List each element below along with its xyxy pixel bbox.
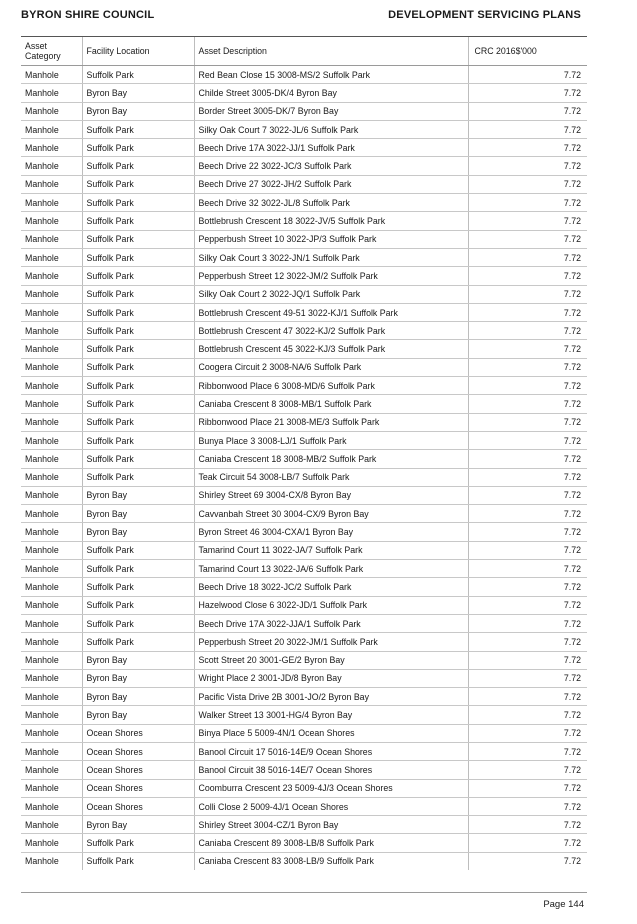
- cell-crc-value: 7.72: [468, 230, 587, 248]
- table-row: [21, 248, 587, 266]
- table-row: [21, 66, 587, 84]
- cell-facility-location: Suffolk Park: [82, 285, 194, 303]
- table-row: [21, 688, 587, 706]
- cell-asset-description: Beech Drive 32 3022-JL/8 Suffolk Park: [194, 194, 468, 212]
- footer-divider: [21, 892, 587, 893]
- cell-facility-location: Byron Bay: [82, 523, 194, 541]
- cell-asset-category: Manhole: [21, 742, 82, 760]
- cell-facility-location: Suffolk Park: [82, 560, 194, 578]
- table-row: [21, 340, 587, 358]
- cell-facility-location: Suffolk Park: [82, 267, 194, 285]
- cell-facility-location: Ocean Shores: [82, 724, 194, 742]
- cell-asset-category: Manhole: [21, 633, 82, 651]
- column-header-crc: CRC 2016$'000: [468, 37, 587, 66]
- cell-asset-category: Manhole: [21, 340, 82, 358]
- cell-asset-description: Pepperbush Street 10 3022-JP/3 Suffolk Park: [194, 230, 468, 248]
- cell-crc-value: 7.72: [468, 303, 587, 321]
- table-row: [21, 194, 587, 212]
- table-row: [21, 706, 587, 724]
- cell-facility-location: Ocean Shores: [82, 742, 194, 760]
- table-row: [21, 797, 587, 815]
- cell-asset-category: Manhole: [21, 761, 82, 779]
- cell-asset-category: Manhole: [21, 505, 82, 523]
- cell-asset-category: Manhole: [21, 651, 82, 669]
- table-row: [21, 102, 587, 120]
- cell-crc-value: 7.72: [468, 761, 587, 779]
- table-row: [21, 322, 587, 340]
- cell-facility-location: Ocean Shores: [82, 779, 194, 797]
- cell-facility-location: Suffolk Park: [82, 248, 194, 266]
- cell-asset-category: Manhole: [21, 267, 82, 285]
- cell-crc-value: 7.72: [468, 724, 587, 742]
- cell-asset-description: Border Street 3005-DK/7 Byron Bay: [194, 102, 468, 120]
- table-row: [21, 212, 587, 230]
- cell-facility-location: Suffolk Park: [82, 431, 194, 449]
- cell-facility-location: Suffolk Park: [82, 303, 194, 321]
- cell-asset-category: Manhole: [21, 816, 82, 834]
- cell-asset-category: Manhole: [21, 669, 82, 687]
- cell-crc-value: 7.72: [468, 322, 587, 340]
- table-row: [21, 358, 587, 376]
- table-row: [21, 596, 587, 614]
- cell-crc-value: 7.72: [468, 413, 587, 431]
- cell-asset-category: Manhole: [21, 614, 82, 632]
- cell-facility-location: Suffolk Park: [82, 614, 194, 632]
- cell-asset-description: Bunya Place 3 3008-LJ/1 Suffolk Park: [194, 431, 468, 449]
- cell-facility-location: Suffolk Park: [82, 377, 194, 395]
- table-row: [21, 468, 587, 486]
- cell-facility-location: Byron Bay: [82, 505, 194, 523]
- table-row: [21, 578, 587, 596]
- cell-asset-category: Manhole: [21, 175, 82, 193]
- cell-asset-category: Manhole: [21, 285, 82, 303]
- cell-crc-value: 7.72: [468, 688, 587, 706]
- cell-asset-description: Coomburra Crescent 23 5009-4J/3 Ocean Shores: [194, 779, 468, 797]
- cell-facility-location: Ocean Shores: [82, 797, 194, 815]
- cell-facility-location: Byron Bay: [82, 669, 194, 687]
- cell-asset-description: Beech Drive 18 3022-JC/2 Suffolk Park: [194, 578, 468, 596]
- cell-asset-category: Manhole: [21, 413, 82, 431]
- cell-facility-location: Byron Bay: [82, 84, 194, 102]
- document-title: DEVELOPMENT SERVICING PLANS: [388, 9, 581, 21]
- table-row: [21, 230, 587, 248]
- cell-facility-location: Suffolk Park: [82, 340, 194, 358]
- table-row: [21, 816, 587, 834]
- cell-asset-category: Manhole: [25, 856, 59, 867]
- cell-asset-category: Manhole: [21, 724, 82, 742]
- cell-asset-description: Beech Drive 17A 3022-JJ/1 Suffolk Park: [194, 139, 468, 157]
- cell-crc-value: 7.72: [468, 175, 587, 193]
- cell-crc-value: 7.72: [468, 340, 587, 358]
- cell-asset-description: Scott Street 20 3001-GE/2 Byron Bay: [194, 651, 468, 669]
- cell-crc-value: 7.72: [468, 596, 587, 614]
- cell-asset-description: Banool Circuit 38 5016-14E/7 Ocean Shores: [194, 761, 468, 779]
- table-row: [21, 541, 587, 559]
- cell-asset-description: Cavvanbah Street 30 3004-CX/9 Byron Bay: [194, 505, 468, 523]
- cell-facility-location: Suffolk Park: [82, 413, 194, 431]
- cell-crc-value: 7.72: [468, 431, 587, 449]
- table-row: [21, 761, 587, 779]
- table-row: [21, 267, 587, 285]
- cell-crc-value: 7.72: [468, 267, 587, 285]
- cell-asset-category: Manhole: [21, 468, 82, 486]
- cell-asset-description: Binya Place 5 5009-4N/1 Ocean Shores: [194, 724, 468, 742]
- table-row: [21, 175, 587, 193]
- table-row: [21, 120, 587, 138]
- organization-title: BYRON SHIRE COUNCIL: [21, 9, 155, 21]
- cell-asset-description: Silky Oak Court 3 3022-JN/1 Suffolk Park: [194, 248, 468, 266]
- cell-crc-value: 7.72: [468, 285, 587, 303]
- table-row: [21, 431, 587, 449]
- cell-facility-location: Suffolk Park: [82, 175, 194, 193]
- cell-crc-value: 7.72: [468, 706, 587, 724]
- cell-crc-value: 7.72: [468, 779, 587, 797]
- cell-asset-category: Manhole: [21, 303, 82, 321]
- cell-asset-category: Manhole: [21, 578, 82, 596]
- cell-asset-category: Manhole: [21, 560, 82, 578]
- cell-crc-value: 7.72: [468, 852, 587, 870]
- cell-asset-description: Red Bean Close 15 3008-MS/2 Suffolk Park: [194, 66, 468, 84]
- cell-crc-value: 7.72: [468, 139, 587, 157]
- table-row: [21, 742, 587, 760]
- cell-crc-value: 7.72: [468, 651, 587, 669]
- cell-asset-category: Manhole: [21, 84, 82, 102]
- table-row: [21, 84, 587, 102]
- table-row: [21, 779, 587, 797]
- cell-asset-category: Manhole: [21, 395, 82, 413]
- cell-crc-value: 7.72: [468, 523, 587, 541]
- cell-facility-location: Byron Bay: [82, 486, 194, 504]
- cell-crc-value: 7.72: [468, 395, 587, 413]
- table-row: [21, 303, 587, 321]
- table-row: [21, 614, 587, 632]
- cell-crc-value: 7.72: [468, 816, 587, 834]
- cell-asset-description: Caniaba Crescent 83 3008-LB/9 Suffolk Park: [194, 852, 468, 870]
- cell-asset-category: Manhole: [21, 486, 82, 504]
- cell-asset-category: Manhole: [21, 120, 82, 138]
- table-row: [21, 285, 587, 303]
- asset-table: [21, 36, 587, 870]
- cell-asset-description: Caniaba Crescent 18 3008-MB/2 Suffolk Park: [194, 450, 468, 468]
- table-body: [21, 66, 587, 871]
- cell-facility-location: Suffolk Park: [82, 596, 194, 614]
- cell-asset-category: Manhole: [21, 523, 82, 541]
- cell-crc-value: 7.72: [468, 742, 587, 760]
- cell-facility-location: Byron Bay: [82, 651, 194, 669]
- cell-facility-location: Suffolk Park: [82, 230, 194, 248]
- cell-asset-description: Coogera Circuit 2 3008-NA/6 Suffolk Park: [194, 358, 468, 376]
- cell-facility-location: Suffolk Park: [82, 358, 194, 376]
- cell-facility-location: Suffolk Park: [82, 834, 194, 852]
- cell-asset-description: Caniaba Crescent 89 3008-LB/8 Suffolk Park: [194, 834, 468, 852]
- table-row: [21, 669, 587, 687]
- cell-asset-category: Manhole: [21, 596, 82, 614]
- table-row: [21, 486, 587, 504]
- cell-facility-location: Byron Bay: [82, 816, 194, 834]
- cell-asset-description: Caniaba Crescent 8 3008-MB/1 Suffolk Park: [194, 395, 468, 413]
- cell-asset-description: Tamarind Court 11 3022-JA/7 Suffolk Park: [194, 541, 468, 559]
- cell-asset-category: Manhole: [21, 541, 82, 559]
- cell-asset-category: Manhole: [21, 322, 82, 340]
- cell-crc-value: 7.72: [468, 102, 587, 120]
- cell-asset-description: Teak Circuit 54 3008-LB/7 Suffolk Park: [194, 468, 468, 486]
- table-row: [21, 651, 587, 669]
- cell-asset-description: Bottlebrush Crescent 49-51 3022-KJ/1 Suffolk Park: [194, 303, 468, 321]
- cell-crc-value: 7.72: [468, 212, 587, 230]
- cell-crc-value: 7.72: [468, 633, 587, 651]
- cell-facility-location: Suffolk Park: [82, 395, 194, 413]
- cell-crc-value: 7.72: [468, 377, 587, 395]
- cell-facility-location: Suffolk Park: [82, 633, 194, 651]
- cell-asset-category: Manhole: [21, 248, 82, 266]
- table-row: [21, 413, 587, 431]
- cell-asset-category: Manhole: [21, 102, 82, 120]
- cell-crc-value: 7.72: [468, 505, 587, 523]
- cell-asset-description: Pepperbush Street 20 3022-JM/1 Suffolk Park: [194, 633, 468, 651]
- cell-asset-description: Silky Oak Court 7 3022-JL/6 Suffolk Park: [194, 120, 468, 138]
- cell-asset-description: Colli Close 2 5009-4J/1 Ocean Shores: [194, 797, 468, 815]
- cell-asset-description: Pacific Vista Drive 2B 3001-JO/2 Byron Bay: [194, 688, 468, 706]
- page-number: Page 144: [543, 899, 584, 910]
- cell-asset-category: Manhole: [21, 797, 82, 815]
- cell-asset-category: Manhole: [21, 157, 82, 175]
- cell-crc-value: 7.72: [468, 120, 587, 138]
- table-row: [21, 505, 587, 523]
- cell-asset-description: Ribbonwood Place 21 3008-ME/3 Suffolk Park: [194, 413, 468, 431]
- cell-asset-category: Manhole: [21, 212, 82, 230]
- cell-asset-category: Manhole: [21, 834, 82, 852]
- cell-facility-location: Suffolk Park: [82, 212, 194, 230]
- cell-facility-location: Suffolk Park: [82, 450, 194, 468]
- table-row: [21, 560, 587, 578]
- cell-asset-description: Hazelwood Close 6 3022-JD/1 Suffolk Park: [194, 596, 468, 614]
- table-row: [21, 834, 587, 852]
- cell-crc-value: 7.72: [468, 614, 587, 632]
- cell-asset-description: Bottlebrush Crescent 47 3022-KJ/2 Suffolk Park: [194, 322, 468, 340]
- table-header-row: [21, 37, 587, 66]
- cell-asset-category: Manhole: [21, 139, 82, 157]
- cell-asset-category: Manhole: [21, 431, 82, 449]
- table-row: [21, 139, 587, 157]
- table-row: [21, 157, 587, 175]
- cell-crc-value: 7.72: [468, 578, 587, 596]
- cell-crc-value: 7.72: [468, 248, 587, 266]
- cell-asset-category: Manhole: [21, 450, 82, 468]
- cell-facility-location: Suffolk Park: [82, 468, 194, 486]
- cell-facility-location: Byron Bay: [82, 706, 194, 724]
- cell-crc-value: 7.72: [468, 84, 587, 102]
- cell-asset-description: Beech Drive 27 3022-JH/2 Suffolk Park: [194, 175, 468, 193]
- cell-asset-description: Wright Place 2 3001-JD/8 Byron Bay: [194, 669, 468, 687]
- cell-asset-description: Ribbonwood Place 6 3008-MD/6 Suffolk Park: [194, 377, 468, 395]
- table-row: [21, 395, 587, 413]
- cell-crc-value: 7.72: [468, 834, 587, 852]
- cell-asset-description: Bottlebrush Crescent 18 3022-JV/5 Suffolk Park: [194, 212, 468, 230]
- cell-crc-value: 7.72: [468, 797, 587, 815]
- cell-crc-value: 7.72: [468, 669, 587, 687]
- cell-facility-location: Suffolk Park: [82, 852, 194, 870]
- table-row: [21, 633, 587, 651]
- cell-facility-location: Byron Bay: [82, 102, 194, 120]
- cell-facility-location: Suffolk Park: [82, 120, 194, 138]
- table-row: [21, 523, 587, 541]
- cell-asset-category: Manhole: [21, 779, 82, 797]
- column-header-asset-description: Asset Description: [194, 37, 468, 66]
- cell-asset-description: Shirley Street 3004-CZ/1 Byron Bay: [194, 816, 468, 834]
- cell-asset-description: Bottlebrush Crescent 45 3022-KJ/3 Suffolk Park: [194, 340, 468, 358]
- table-row: [21, 377, 587, 395]
- cell-crc-value: 7.72: [468, 66, 587, 84]
- cell-facility-location: Suffolk Park: [82, 194, 194, 212]
- cell-facility-location: Suffolk Park: [82, 66, 194, 84]
- cell-asset-description: Walker Street 13 3001-HG/4 Byron Bay: [194, 706, 468, 724]
- cell-asset-category: Manhole: [21, 688, 82, 706]
- cell-crc-value: 7.72: [468, 358, 587, 376]
- cell-asset-category: Manhole: [21, 230, 82, 248]
- cell-asset-description: Beech Drive 22 3022-JC/3 Suffolk Park: [194, 157, 468, 175]
- cell-asset-description: Beech Drive 17A 3022-JJA/1 Suffolk Park: [194, 614, 468, 632]
- cell-asset-category: Manhole: [21, 706, 82, 724]
- cell-crc-value: 7.72: [468, 541, 587, 559]
- cell-asset-category: Manhole: [21, 358, 82, 376]
- cell-crc-value: 7.72: [468, 157, 587, 175]
- table-row: [21, 724, 587, 742]
- cell-facility-location: Suffolk Park: [82, 139, 194, 157]
- column-header-asset-category: Asset Category: [21, 37, 82, 66]
- cell-facility-location: Byron Bay: [82, 688, 194, 706]
- cell-facility-location: Suffolk Park: [82, 157, 194, 175]
- cell-asset-description: Shirley Street 69 3004-CX/8 Byron Bay: [194, 486, 468, 504]
- column-header-facility-location: Facility Location: [82, 37, 194, 66]
- cell-crc-value: 7.72: [468, 450, 587, 468]
- table-row: [21, 450, 587, 468]
- cell-asset-category: Manhole: [21, 194, 82, 212]
- cell-asset-description: Banool Circuit 17 5016-14E/9 Ocean Shores: [194, 742, 468, 760]
- cell-asset-description: Tamarind Court 13 3022-JA/6 Suffolk Park: [194, 560, 468, 578]
- cell-facility-location: Suffolk Park: [82, 322, 194, 340]
- cell-facility-location: Ocean Shores: [82, 761, 194, 779]
- cell-asset-description: Childe Street 3005-DK/4 Byron Bay: [194, 84, 468, 102]
- cell-facility-location: Suffolk Park: [82, 578, 194, 596]
- cell-asset-description: Silky Oak Court 2 3022-JQ/1 Suffolk Park: [194, 285, 468, 303]
- table-row: [21, 852, 587, 870]
- cell-asset-description: Byron Street 46 3004-CXA/1 Byron Bay: [194, 523, 468, 541]
- cell-crc-value: 7.72: [468, 194, 587, 212]
- cell-crc-value: 7.72: [468, 468, 587, 486]
- cell-asset-category: Manhole: [21, 66, 82, 84]
- cell-crc-value: 7.72: [468, 560, 587, 578]
- cell-facility-location: Suffolk Park: [82, 541, 194, 559]
- cell-asset-category: Manhole: [21, 377, 82, 395]
- cell-asset-description: Pepperbush Street 12 3022-JM/2 Suffolk Park: [194, 267, 468, 285]
- cell-crc-value: 7.72: [468, 486, 587, 504]
